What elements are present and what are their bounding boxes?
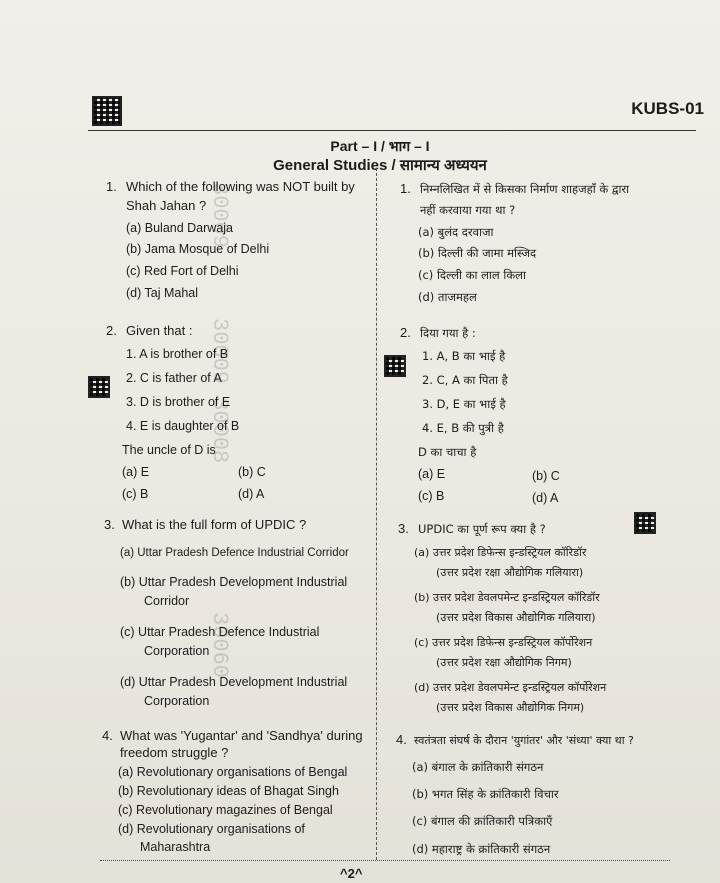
- option-d-cont: (उत्तर प्रदेश विकास औद्योगिक निगम): [436, 701, 585, 714]
- option-d-cont: Maharashtra: [140, 840, 211, 854]
- option-a: (a) उत्तर प्रदेश डिफेन्स इन्डस्ट्रियल कॉरिडॉर: [414, 546, 587, 559]
- question-text: What is the full form of UPDIC ?: [122, 517, 307, 532]
- option-c: (c) बंगाल की क्रांतिकारी पत्रिकाएँ: [412, 814, 553, 828]
- question-number: 1.: [400, 181, 411, 196]
- option-c: (c) दिल्ली का लाल किला: [418, 268, 526, 282]
- fact: 3. D, E का भाई है: [422, 397, 506, 411]
- question-text: Shah Jahan ?: [126, 198, 207, 213]
- option-d: (d) Uttar Pradesh Development Industrial: [120, 675, 348, 689]
- fact: 4. E, B की पुत्री है: [422, 421, 504, 435]
- qr-code-icon: [92, 96, 122, 126]
- option-c: (c) उत्तर प्रदेश डिफेन्स इन्डस्ट्रियल कॉर्पोरेशन: [414, 636, 593, 649]
- option-d-cont: Corporation: [144, 694, 210, 708]
- option-b: (b) C: [532, 469, 560, 483]
- fact: 2. C, A का पिता है: [422, 373, 508, 387]
- option-a: (a) E: [418, 467, 446, 481]
- option-b-cont: (उत्तर प्रदेश विकास औद्योगिक गलियारा): [436, 611, 596, 624]
- option-a: (a) Buland Darwaja: [126, 221, 233, 235]
- question-number: 2.: [400, 325, 411, 340]
- question-text: What was 'Yugantar' and 'Sandhya' during: [120, 728, 363, 743]
- option-b: (b) Jama Mosque of Delhi: [126, 242, 270, 256]
- fact: 2. C is father of A: [126, 371, 222, 385]
- option-b: (b) Revolutionary ideas of Bhagat Singh: [118, 784, 339, 798]
- question-number: 3.: [104, 517, 115, 532]
- fact: 3. D is brother of E: [126, 395, 231, 409]
- part-title: Part – I / भाग – I: [330, 138, 430, 154]
- option-a: (a) बंगाल के क्रांतिकारी संगठन: [412, 760, 544, 774]
- option-d: (d) महाराष्ट्र के क्रांतिकारी संगठन: [412, 842, 551, 856]
- watermark: 30009 30008: [207, 318, 232, 464]
- option-d: (d) Taj Mahal: [126, 286, 199, 300]
- option-c-cont: Corporation: [144, 644, 210, 658]
- option-b: (b) उत्तर प्रदेश डेवलपमेन्ट इन्डस्ट्रियल कॉरिडॉर: [414, 591, 600, 604]
- question-number: 4.: [396, 732, 407, 747]
- option-a: (a) Uttar Pradesh Defence Industrial Corridor: [120, 547, 349, 559]
- qr-code-icon: [634, 512, 656, 534]
- option-b: (b) Uttar Pradesh Development Industrial: [120, 575, 348, 589]
- question-number: 2.: [106, 323, 117, 338]
- subject-title: General Studies / सामान्य अध्ययन: [273, 157, 487, 174]
- qr-code-icon: [88, 376, 110, 398]
- option-c: (c) Uttar Pradesh Defence Industrial: [120, 625, 320, 639]
- option-c-cont: (उत्तर प्रदेश रक्षा औद्योगिक निगम): [436, 656, 572, 669]
- fact: 1. A, B का भाई है: [422, 349, 506, 363]
- option-c: (c) B: [122, 487, 149, 501]
- footer-divider: [100, 860, 670, 861]
- option-d: (d) A: [238, 487, 265, 501]
- option-a: (a) E: [122, 465, 150, 479]
- question-text: Given that :: [126, 323, 193, 338]
- option-c: (c) Red Fort of Delhi: [126, 264, 239, 278]
- question-prompt: The uncle of D is: [122, 443, 216, 457]
- option-b-cont: Corridor: [144, 594, 190, 608]
- option-c: (c) Revolutionary magazines of Bengal: [118, 803, 333, 817]
- option-a-cont: (उत्तर प्रदेश रक्षा औद्योगिक गलियारा): [436, 566, 584, 579]
- question-text: दिया गया है :: [420, 326, 476, 340]
- header-divider: [88, 130, 696, 131]
- question-text: Which of the following was NOT built by: [126, 179, 355, 194]
- option-d: (d) ताजमहल: [418, 290, 477, 304]
- question-text: स्वतंत्रता संघर्ष के दौरान 'युगांतर' और 'संध्या' क्या था ?: [414, 734, 634, 747]
- question-text: UPDIC का पूर्ण रूप क्या है ?: [418, 522, 546, 536]
- question-number: 4.: [102, 728, 113, 743]
- option-a: (a) बुलंद दरवाजा: [418, 225, 494, 239]
- question-number: 3.: [398, 521, 409, 536]
- paper-code: KUBS-01: [631, 99, 704, 118]
- option-b: (b) दिल्ली की जामा मस्जिद: [418, 246, 537, 260]
- option-a: (a) Revolutionary organisations of Bengal: [118, 765, 348, 779]
- column-divider: [376, 168, 377, 860]
- qr-code-icon: [384, 355, 406, 377]
- option-b: (b) भगत सिंह के क्रांतिकारी विचार: [412, 787, 559, 801]
- option-d: (d) A: [532, 491, 559, 505]
- option-d: (d) उत्तर प्रदेश डेवलपमेन्ट इन्डस्ट्रियल कॉर्पोरेशन: [414, 681, 607, 694]
- watermark: 30009: [207, 182, 232, 249]
- option-b: (b) C: [238, 465, 266, 479]
- option-d: (d) Revolutionary organisations of: [118, 822, 305, 836]
- question-number: 1.: [106, 179, 117, 194]
- fact: 4. E is daughter of B: [126, 419, 240, 433]
- page-number: ^2^: [340, 866, 363, 881]
- question-text: freedom struggle ?: [120, 745, 229, 760]
- fact: 1. A is brother of B: [126, 347, 229, 361]
- question-text: निम्नलिखित में से किसका निर्माण शाहजहाँ के द्वारा: [420, 182, 630, 196]
- option-c: (c) B: [418, 489, 445, 503]
- question-text: नहीं करवाया गया था ?: [420, 203, 516, 217]
- question-prompt: D का चाचा है: [418, 445, 477, 459]
- watermark: 30060: [207, 612, 232, 679]
